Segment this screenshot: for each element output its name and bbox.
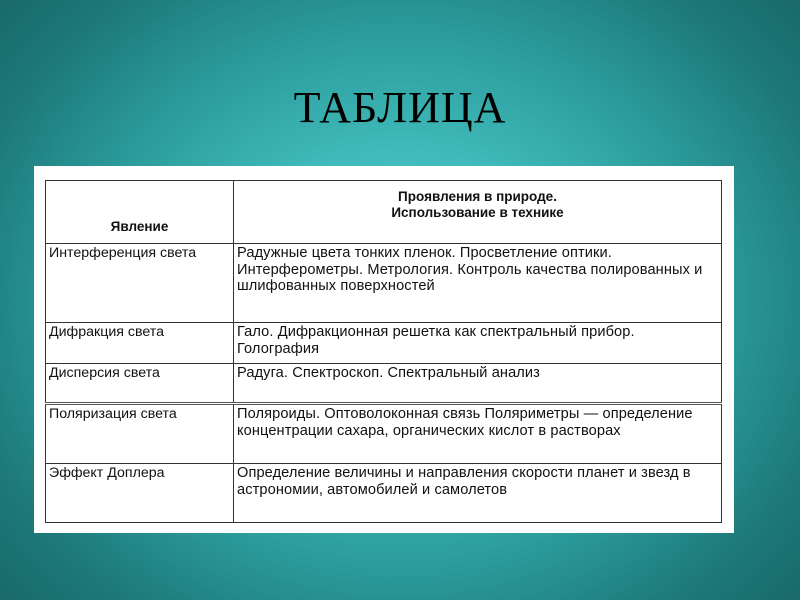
cell-phenomenon: Эффект Доплера bbox=[46, 464, 234, 523]
header-manifestation-text: Проявления в природе. Использование в технике bbox=[391, 189, 564, 220]
slide-title: ТАБЛИЦА bbox=[293, 83, 507, 132]
cell-phenomenon: Интерференция света bbox=[46, 244, 234, 323]
cell-manifestation: Определение величины и направления скорости планет и звезд в астрономии, автомобилей и самолетов bbox=[234, 464, 722, 523]
cell-phenomenon: Дифракция света bbox=[46, 323, 234, 364]
cell-manifestation: Радужные цвета тонких пленок. Просветление оптики. Интерферометры. Метрология. Контроль качества полированных и шлифованных поверхностей bbox=[234, 244, 722, 323]
cell-phenomenon: Дисперсия света bbox=[46, 364, 234, 404]
header-phenomenon: Явление bbox=[46, 181, 234, 244]
header-row bbox=[46, 181, 722, 244]
table-row bbox=[46, 464, 722, 523]
table-row bbox=[46, 323, 722, 364]
cell-phenomenon: Поляризация света bbox=[46, 404, 234, 464]
cell-manifestation: Радуга. Спектроскоп. Спектральный анализ bbox=[234, 364, 722, 404]
header-manifestation bbox=[234, 181, 722, 244]
table-row bbox=[46, 244, 722, 323]
table-panel bbox=[34, 166, 734, 533]
table-row bbox=[46, 404, 722, 464]
cell-manifestation: Поляроиды. Оптоволоконная связь Поляриметры — определение концентрации сахара, органических кислот в растворах bbox=[234, 404, 722, 464]
table-row bbox=[46, 364, 722, 404]
phenomena-table bbox=[45, 180, 722, 523]
cell-manifestation: Гало. Дифракционная решетка как спектральный прибор. Голография bbox=[234, 323, 722, 364]
